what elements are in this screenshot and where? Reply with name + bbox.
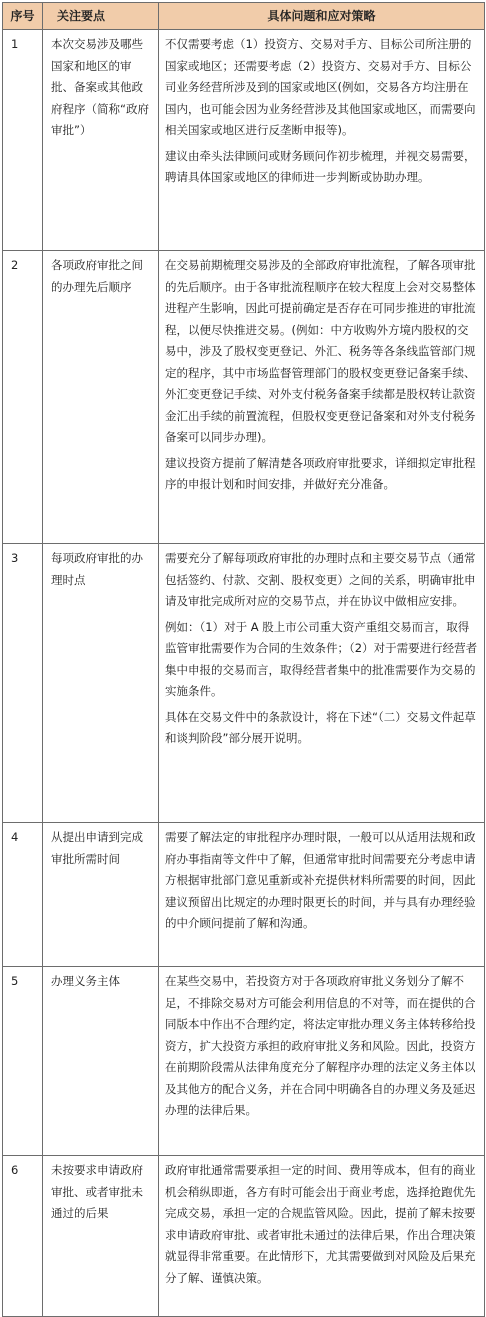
detail-paragraph: 例如：（1）对于 A 股上市公司重大资产重组交易而言，取得监管审批需要作为合同的生效条件；（2）对于需要进行经营者集中申报的交易而言，取得经营者集中的批准需要作为交易的实施条件。 (165, 619, 478, 698)
row-point: 办理义务主体 (43, 967, 159, 1156)
detail-paragraph: 不仅需要考虑（1）投资方、交易对手方、目标公司所注册的国家或地区；还需要考虑（2）投资方、交易对手方、目标公司业务经营所涉及到的国家或地区(例如，交易各方均注册在国内，也可能会因为业务经营涉及其他国家或地区，而需要向相关国家或地区进行反垄断申报等)。 (165, 37, 476, 137)
detail-paragraph: 在某些交易中，若投资方对于各项政府审批义务划分了解不足，不排除交易对方可能会利用信息的不对等，而在提供的合同版本中作出不合理约定，将法定审批办理义务主体转移给投资方，扩大投资方承担的政府审批义务和风险。因此，投资方在前期阶段需从法律角度充分了解程序办理的法定义务主体以及其他方的配合义务，并在合同中明确各自的办理义务及延迟办理的法律后果。 (165, 974, 476, 1117)
key-points-table (2, 2, 485, 1317)
row-point: 各项政府审批之间的办理先后顺序 (43, 251, 159, 544)
row-num: 1 (3, 30, 43, 251)
header-num: 序号 (3, 3, 43, 30)
table-header-row (3, 3, 485, 30)
detail-paragraph: 需要了解法定的审批程序办理时限，一般可以从适用法规和政府办事指南等文件中了解，但通常审批时间需要充分考虑申请方根据审批部门意见重新或补充提供材料所需要的时间，因此建议预留出比规定的办理时限更长的时间，并与具有办理经验的中介顾问提前了解和沟通。 (165, 830, 476, 930)
table-row (3, 1156, 485, 1317)
row-num: 4 (3, 823, 43, 967)
row-detail (159, 1156, 485, 1317)
row-detail (159, 30, 485, 251)
row-detail (159, 544, 485, 823)
row-num: 2 (3, 251, 43, 544)
header-detail: 具体问题和应对策略 (159, 3, 485, 30)
row-point: 从提出申请到完成审批所需时间 (43, 823, 159, 967)
row-num: 3 (3, 544, 43, 823)
detail-paragraph: 在交易前期梳理交易涉及的全部政府审批流程，了解各项审批的先后顺序。由于各审批流程顺序在较大程度上会对交易整体进程产生影响，因此可提前确定是否存在可同步推进的审批流程，以便尽快推进交易。(例如：中方收购外方境内股权的交易中，涉及了股权变更登记、外汇、税务等各条线监管部门规定的程序，其中市场监督管理部门的股权变更登记备案手续、外汇变更登记手续、对外支付税务备案手续都是股权转让款资金汇出手续的前置流程，但股权变更登记备案和对外支付税务备案可以同步办理)。 (165, 258, 476, 444)
detail-paragraph: 需要充分了解每项政府审批的办理时点和主要交易节点（通常包括签约、付款、交割、股权变更）之间的关系，明确审批申请及审批完成所对应的交易节点，并在协议中做相应安排。 (165, 551, 476, 608)
detail-paragraph: 具体在交易文件中的条款设计，将在下述“（二）交易文件起草和谈判阶段”部分展开说明。 (165, 709, 476, 745)
table-row (3, 30, 485, 251)
row-detail (159, 251, 485, 544)
row-point: 每项政府审批的办理时点 (43, 544, 159, 823)
detail-paragraph: 政府审批通常需要承担一定的时间、费用等成本，但有的商业机会稍纵即逝，各方有时可能会出于商业考虑，选择抢跑优先完成交易，承担一定的合规监管风险。因此，提前了解未按要求申请政府审批、或者审批未通过的法律后果，作出合理决策就显得非常重要。在此情形下，尤其需要做到对风险及后果充分了解、谨慎决策。 (165, 1163, 476, 1285)
row-detail (159, 823, 485, 967)
row-detail (159, 967, 485, 1156)
row-point: 本次交易涉及哪些国家和地区的审批、备案或其他政府程序（简称“政府审批”） (43, 30, 159, 251)
table-row (3, 544, 485, 823)
row-num: 5 (3, 967, 43, 1156)
table-row (3, 823, 485, 967)
table-row (3, 251, 485, 544)
header-point: 关注要点 (43, 3, 159, 30)
detail-paragraph: 建议投资方提前了解清楚各项政府审批要求，详细拟定审批程序的申报计划和时间安排，并做好充分准备。 (165, 455, 476, 491)
row-point: 未按要求申请政府审批、或者审批未通过的后果 (43, 1156, 159, 1317)
row-num: 6 (3, 1156, 43, 1317)
table-row (3, 967, 485, 1156)
detail-paragraph: 建议由牵头法律顾问或财务顾问作初步梳理，并视交易需要，聘请具体国家或地区的律师进一步判断或协助办理。 (165, 148, 476, 184)
